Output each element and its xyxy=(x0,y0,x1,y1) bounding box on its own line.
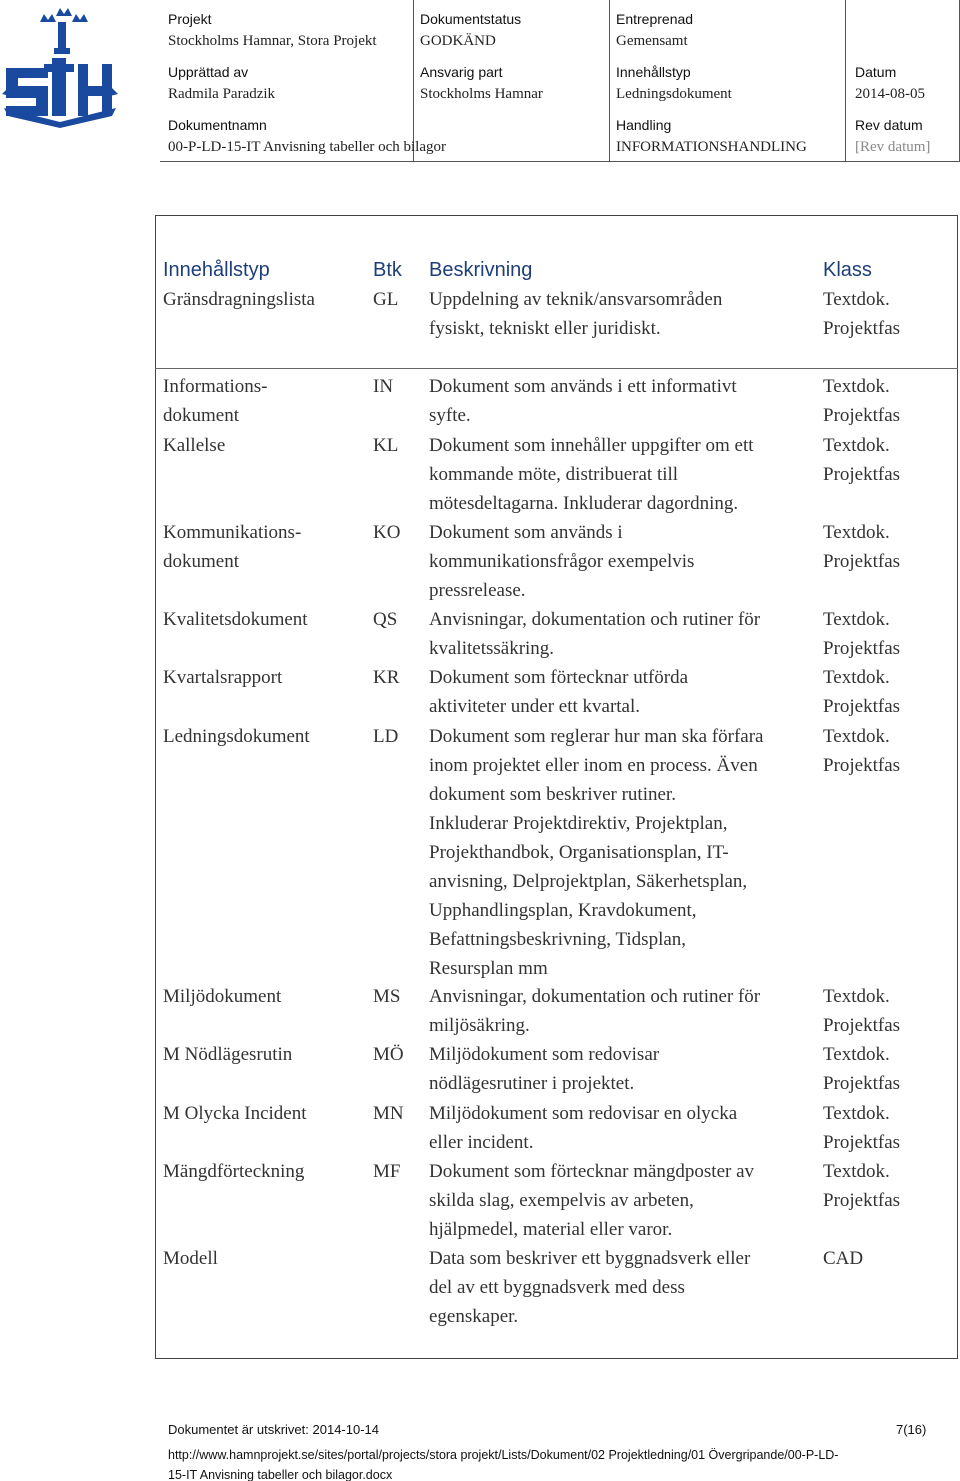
field-dokumentstatus xyxy=(420,8,521,52)
revdatum-label: Rev datum xyxy=(855,117,923,133)
handling-label: Handling xyxy=(616,117,672,133)
printed-date: Dokumentet är utskrivet: 2014-10-14 xyxy=(168,1422,379,1437)
row-btk: QS xyxy=(373,609,398,630)
row-desc: Dokument som reglerar hur man ska förfara inom projektet eller inom en process. Även dokument som beskriver rutiner. Inkluderar Projektdirektiv, Projektplan, Projekthandbok, Organisationsplan, IT- anvisning, Delprojektplan, Säkerhetsplan, Upphandlingsplan, Kravdokument, Befattningsbeskrivning, Tidsplan, Resursplan mm xyxy=(429,726,764,979)
upprattad-value: Radmila Paradzik xyxy=(168,86,276,102)
row-klass: CAD xyxy=(823,1248,864,1269)
row-desc: Dokument som används i ett informativt syfte. xyxy=(429,376,737,426)
field-ansvarig xyxy=(420,61,543,105)
ansvarig-label: Ansvarig part xyxy=(420,64,503,80)
innehallstyp-label: Innehållstyp xyxy=(616,64,691,80)
dokumentnamn-value: 00-P-LD-15-IT Anvisning tabeller och bilagor xyxy=(168,139,446,155)
row-type: Kommunikations- dokument xyxy=(163,522,302,572)
document-header xyxy=(160,0,960,162)
page-number: 7(16) xyxy=(896,1422,927,1437)
datum-label: Datum xyxy=(855,64,897,80)
field-innehallstyp xyxy=(616,61,732,105)
row-desc: Dokument som förtecknar utförda aktiviteter under ett kvartal. xyxy=(429,667,689,717)
row-klass: Textdok. Projektfas xyxy=(823,435,901,485)
field-entreprenad xyxy=(616,8,693,52)
handling-value: INFORMATIONSHANDLING xyxy=(616,139,807,155)
row-type: Kallelse xyxy=(163,435,226,456)
field-dokumentnamn xyxy=(168,114,446,158)
row-btk: MS xyxy=(373,986,401,1007)
row-btk: KR xyxy=(373,667,400,688)
row-klass: Textdok. Projektfas xyxy=(823,376,901,426)
row-desc: Data som beskriver ett byggnadsverk eller del av ett byggnadsverk med dess egenskaper. xyxy=(429,1248,751,1327)
row-klass: Textdok. Projektfas xyxy=(823,1161,901,1211)
row-btk: IN xyxy=(373,376,394,397)
dokumentstatus-value: GODKÄND xyxy=(420,33,496,49)
field-revdatum xyxy=(855,114,930,158)
row-type: Kvalitetsdokument xyxy=(163,609,308,630)
table-divider xyxy=(155,368,958,369)
header-divider xyxy=(845,0,846,162)
revdatum-value: [Rev datum] xyxy=(855,139,931,155)
row-type: M Nödlägesrutin xyxy=(163,1044,293,1065)
row-btk: MÖ xyxy=(373,1044,404,1065)
row-klass: Textdok. Projektfas xyxy=(823,289,901,339)
col-header-btk: Btk xyxy=(373,259,402,281)
col-header-desc: Beskrivning xyxy=(429,259,533,281)
row-desc: Dokument som innehåller uppgifter om ett kommande möte, distribuerat till mötesdeltagarna. Inkluderar dagordning. xyxy=(429,435,754,514)
row-type: Modell xyxy=(163,1248,218,1269)
row-type: Gränsdragningslista xyxy=(163,289,315,310)
row-klass: Textdok. Projektfas xyxy=(823,609,901,659)
row-klass: Textdok. Projektfas xyxy=(823,1103,901,1153)
header-divider xyxy=(609,0,610,162)
field-projekt xyxy=(168,8,377,52)
row-type: Ledningsdokument xyxy=(163,726,310,747)
row-type: M Olycka Incident xyxy=(163,1103,307,1124)
document-url[interactable]: http://www.hamnprojekt.se/sites/portal/projects/stora projekt/Lists/Dokument/02 Projektledning/01 Övergripande/00-P-LD- 15-IT Anvisning tabeller och bilagor.docx xyxy=(168,1448,839,1481)
row-desc: Anvisningar, dokumentation och rutiner för kvalitetssäkring. xyxy=(429,609,761,659)
row-desc: Miljödokument som redovisar nödlägesrutiner i projektet. xyxy=(429,1044,660,1094)
datum-value: 2014-08-05 xyxy=(855,86,925,102)
field-datum xyxy=(855,61,925,105)
row-type: Mängdförteckning xyxy=(163,1161,305,1182)
sth-logo xyxy=(0,8,120,128)
row-btk: MN xyxy=(373,1103,404,1124)
row-type: Miljödokument xyxy=(163,986,282,1007)
row-klass: Textdok. Projektfas xyxy=(823,986,901,1036)
entreprenad-value: Gemensamt xyxy=(616,33,688,49)
row-type: Informations- dokument xyxy=(163,376,268,426)
col-header-klass: Klass xyxy=(823,259,872,281)
row-klass: Textdok. Projektfas xyxy=(823,522,901,572)
row-desc: Uppdelning av teknik/ansvarsområden fysiskt, tekniskt eller juridiskt. xyxy=(429,289,723,339)
row-desc: Dokument som används i kommunikationsfrågor exempelvis pressrelease. xyxy=(429,522,695,601)
dokumentstatus-label: Dokumentstatus xyxy=(420,11,522,27)
row-klass: Textdok. Projektfas xyxy=(823,667,901,717)
innehallstyp-value: Ledningsdokument xyxy=(616,86,732,102)
dokumentnamn-label: Dokumentnamn xyxy=(168,117,267,133)
row-desc: Miljödokument som redovisar en olycka eller incident. xyxy=(429,1103,738,1153)
row-btk: GL xyxy=(373,289,399,310)
row-klass: Textdok. Projektfas xyxy=(823,726,901,776)
upprattad-label: Upprättad av xyxy=(168,64,249,80)
row-btk: KL xyxy=(373,435,399,456)
row-btk: LD xyxy=(373,726,399,747)
entreprenad-label: Entreprenad xyxy=(616,11,694,27)
projekt-label: Projekt xyxy=(168,11,212,27)
projekt-value: Stockholms Hamnar, Stora Projekt xyxy=(168,33,377,49)
row-btk: MF xyxy=(373,1161,401,1182)
row-klass: Textdok. Projektfas xyxy=(823,1044,901,1094)
field-handling xyxy=(616,114,807,158)
field-upprattad xyxy=(168,61,275,105)
col-header-type: Innehållstyp xyxy=(163,259,270,281)
ansvarig-value: Stockholms Hamnar xyxy=(420,86,543,102)
row-type: Kvartalsrapport xyxy=(163,667,283,688)
row-desc: Dokument som förtecknar mängdposter av skilda slag, exempelvis av arbeten, hjälpmedel, material eller varor. xyxy=(429,1161,755,1240)
row-btk: KO xyxy=(373,522,401,543)
row-desc: Anvisningar, dokumentation och rutiner för miljösäkring. xyxy=(429,986,761,1036)
